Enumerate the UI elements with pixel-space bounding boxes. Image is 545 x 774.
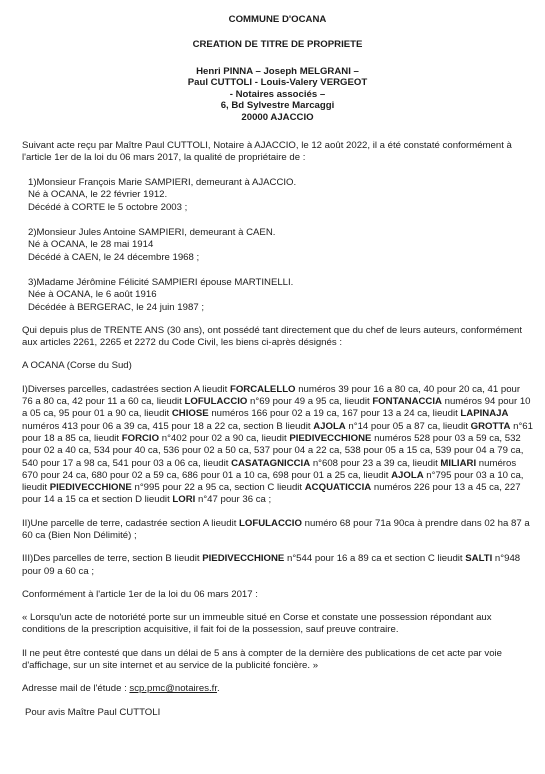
lieudit-name: FORCALELLO [229, 383, 296, 395]
notaries-line-1: Henri PINNA – Joseph MELGRANI – [196, 65, 359, 77]
text: II)Une parcelle de terre, cadastrée section A lieudit [22, 517, 240, 529]
lieudit-name: FORCIO [121, 432, 160, 444]
owner-1-name: 1)Monsieur François Marie SAMPIERI, demeurant à AJACCIO. [28, 177, 297, 189]
lieudit-name: PIEDIVECCHIONE [289, 432, 372, 444]
email-end: . [217, 683, 220, 695]
owner-2-birth: Né à OCANA, le 28 mai 1914 [28, 239, 154, 251]
lieudit-name: ACQUATICCIA [304, 482, 372, 494]
email-label: Adresse mail de l'étude : [22, 683, 130, 695]
text: n°402 pour 02 a 90 ca, lieudit [159, 432, 290, 444]
text: III)Des parcelles de terre, section B lieudit [22, 553, 203, 565]
possession-paragraph: Qui depuis plus de TRENTE ANS (30 ans), ont possédé tant directement que du chef de leurs auteurs, conformément aux articles 2261, 2265 et 2272 du Code Civil, les biens ci-après désignés : [22, 324, 523, 349]
owner-2-name: 2)Monsieur Jules Antoine SAMPIERI, demeurant à CAEN. [28, 227, 276, 239]
text: numéro 68 pour 71a 90ca à prendre dans 02 ha 87 a 60 ca (Bien Non Délimité) ; [22, 517, 530, 541]
law-quote: « Lorsqu'un acte de notoriété porte sur un immeuble situé en Corse et constate une possession répondant aux conditions de la prescription acquisitive, il fait foi de la possession, sauf preuve contraire. [22, 612, 492, 636]
lieudit-name: PIEDIVECCHIONE [202, 553, 285, 565]
text: numéros 226 pour 13 a 45 ca, 227 pour 14 a 15 ca et section D lieudit [22, 482, 521, 506]
text: n°795 pour 03 a 10 ca, lieudit [22, 469, 524, 494]
notaries-line-3: - Notaires associés – [229, 88, 326, 100]
address-city: 20000 AJACCIO [241, 111, 314, 123]
text: numéros 670 pour 24 ca, 680 pour 02 a 59 ca, 686 pour 01 a 10 ca, 698 pour 01 a 25 ca, lieudit [22, 457, 517, 481]
text: numéros 94 pour 10 a 05 ca, 95 pour 01 a 90 ca, lieudit [22, 396, 531, 420]
text: n°948 pour 09 a 60 ca ; [22, 553, 521, 577]
document-title: CREATION DE TITRE DE PROPRIETE [192, 39, 363, 51]
text: n°61 pour 18 a 85 ca, lieudit [22, 420, 533, 444]
text: numéros 528 pour 03 a 59 ca, 532 pour 02 a 40 ca, 534 pour 40 ca, 536 pour 02 a 50 ca, 537 pour 04 a 22 ca, 538 pour 05 a 15 ca, 539 pour 04 a 79 ca, 540 pour 17 a 98 ca, 541 pour 03 a 06 ca, lieudit [22, 432, 524, 469]
lieudit-name: PIEDIVECCHIONE [49, 482, 132, 494]
parcels-section-2 [22, 518, 533, 543]
signature-line: Pour avis Maître Paul CUTTOLI [25, 706, 161, 718]
conformity-line: Conformément à l'article 1er de la loi du 06 mars 2017 : [22, 588, 258, 600]
text: n°69 pour 49 a 95 ca, lieudit [247, 396, 373, 408]
commune-heading: COMMUNE D'OCANA [228, 14, 327, 25]
lieudit-name: CHIOSE [171, 408, 209, 420]
parcels-section-3 [22, 553, 533, 578]
notaries-line-2: Paul CUTTOLI - Louis-Valery VERGEOT [187, 77, 368, 89]
lieudit-name: MILIARI [440, 457, 477, 469]
lieudit-name: LORI [172, 494, 196, 506]
owner-1-birth: Né à OCANA, le 22 février 1912. [28, 189, 168, 201]
notary-header [22, 66, 533, 124]
contest-paragraph: Il ne peut être contesté que dans un délai de 5 ans à compter de la dernière des publications de cet acte par voie d'affichage, sur un site internet et au service de la publicité foncière. » [22, 647, 503, 672]
owner-3 [22, 277, 533, 314]
lieudit-name: LOFULACCIO [184, 396, 248, 408]
lieudit-name: LOFULACCIO [239, 517, 302, 529]
text: numéros 413 pour 06 a 39 ca, 415 pour 18 a 22 ca, section B lieudit [22, 420, 314, 432]
owner-1-death: Décédé à CORTE le 5 octobre 2003 ; [28, 201, 188, 213]
text: I)Diverses parcelles, cadastrées section A lieudit [22, 383, 230, 395]
owner-3-death: Décédée à BERGERAC, le 24 juin 1987 ; [28, 301, 204, 313]
parcels-section-1 [22, 384, 533, 507]
text: n°47 pour 36 ca ; [195, 494, 272, 506]
lieudit-name: LAPINAJA [460, 408, 509, 420]
lieudit-name: SALTI [465, 553, 493, 565]
text: n°544 pour 16 a 89 ca et section C lieudit [284, 553, 466, 565]
text: numéros 166 pour 02 a 19 ca, 167 pour 13 a 24 ca, lieudit [208, 408, 461, 420]
lieudit-name: AJOLA [391, 469, 424, 481]
owner-3-name: 3)Madame Jérômine Félicité SAMPIERI épouse MARTINELLI. [28, 276, 294, 288]
text: n°995 pour 22 a 95 ca, section C lieudit [131, 482, 305, 494]
email-line [22, 683, 533, 695]
lieudit-name: AJOLA [313, 420, 346, 432]
lieudit-name: GROTTA [470, 420, 511, 432]
owner-2 [22, 227, 533, 264]
lieudit-name: FONTANACCIA [372, 396, 442, 408]
email-link[interactable]: scp.pmc@notaires.fr [129, 683, 218, 695]
intro-paragraph: Suivant acte reçu par Maître Paul CUTTOLI, Notaire à AJACCIO, le 12 août 2022, il a été constaté conformément à l'article 1er de la loi du 06 mars 2017, la qualité de propriétaire de : [22, 139, 512, 163]
text: numéros 39 pour 16 a 80 ca, 40 pour 20 ca, 41 pour 76 a 80 ca, 42 pour 11 a 60 ca, lieudit [22, 383, 521, 408]
address-street: 6, Bd Sylvestre Marcaggi [220, 100, 335, 112]
owner-1 [22, 177, 533, 214]
lieudit-name: CASATAGNICCIA [231, 457, 311, 469]
text: n°14 pour 05 a 87 ca, lieudit [345, 420, 471, 432]
owner-2-death: Décédé à CAEN, le 24 décembre 1968 ; [28, 251, 200, 263]
location-line: A OCANA (Corse du Sud) [22, 360, 132, 372]
owner-3-birth: Née à OCANA, le 6 août 1916 [28, 289, 157, 301]
text: n°608 pour 23 a 39 ca, lieudit [310, 457, 441, 469]
